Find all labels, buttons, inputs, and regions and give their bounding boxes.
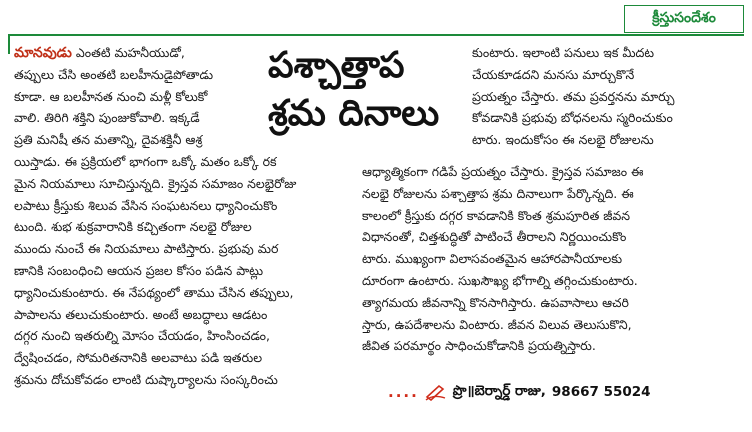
right-column-bottom xyxy=(362,161,744,357)
byline-author: ప్రొ॥బెర్నార్డ్ రాజు, xyxy=(452,382,546,399)
section-tag: క్రీస్తుసందేశం xyxy=(624,5,744,33)
left-line: ధ్యానించుకుంటారు. ఈ నేపథ్యంలో తాము చేసిన తప్పులు, xyxy=(14,284,294,300)
left-line: యిస్తాడు. ఈ ప్రక్రియలో భాగంగా ఒక్కో మతం ఒక్కో రక xyxy=(14,153,277,169)
right-line: టారు. ఇందుకోసం ఈ నలభై రోజులను xyxy=(472,132,654,148)
left-line: దగ్గర నుంచి ఇతరుల్ని మోసం చేయడం, హింసించడం, xyxy=(14,328,270,344)
left-line: ద్వేషించడం, సోమరితనానికి అలవాటు పడి ఇతరుల xyxy=(14,350,263,366)
left-line: ణానికి సంబంధించి ఆయన ప్రజల కోసం పడిన పాట్లు xyxy=(14,262,264,278)
left-line: పాపాలను తలుచుకుంటారు. అంటే అబద్ధాలు ఆడటం xyxy=(14,306,268,322)
right-line: ప్రయత్నం చేస్తారు. తమ ప్రవర్తనను మార్చు xyxy=(472,88,675,104)
left-line: ప్రతి మనిషీ తన మతాన్ని, దైవశక్తినీ ఆశ్ర xyxy=(14,132,203,148)
header-rule-corner xyxy=(8,34,10,54)
right-line: కుంటారు. ఇలాంటి పనులు ఇక మీదట xyxy=(472,45,655,60)
left-line: మైన నియమాలు సూచిస్తున్నది. క్రైస్తవ సమాజం నలభైరోజు xyxy=(14,175,297,191)
headline-line-1: పశ్చాత్తాప xyxy=(268,45,405,86)
left-line: ముందు నుంచే ఈ నియమాలు పాటిస్తారు. ప్రభువు మర xyxy=(14,241,279,257)
right-line: టారు. ముఖ్యంగా విలాసవంతమైన ఆహారపానీయాలకు xyxy=(362,251,623,267)
right-line: జీవిత పరమార్థం సాధించుకోడానికి ప్రయత్నిస్తారు. xyxy=(362,338,596,354)
left-line-text: ఎంతటి మహనీయుడో, xyxy=(71,45,185,60)
pen-icon xyxy=(425,383,447,401)
author-byline xyxy=(388,380,744,404)
right-line: కాలంలో క్రీస్తుకు దగ్గర కావడానికి కొంత శ్రమపూరిత జీవన xyxy=(362,207,631,223)
lead-word: మానవుడు xyxy=(14,45,72,61)
byline-dots: .... xyxy=(388,383,419,401)
left-line xyxy=(14,42,354,64)
left-line: తప్పులు చేసి అంతటి బలహీనుడైపోతాడు xyxy=(14,66,214,82)
headline-line-2: శ్రమ దినాలు xyxy=(268,93,440,134)
header-rule xyxy=(8,34,744,36)
right-line: నలభై రోజులను పశ్చాత్తాప శ్రమ దినాలుగా పేర్కొన్నది. ఈ xyxy=(362,185,634,201)
right-line: దూరంగా ఉంటారు. సుఖసౌఖ్య భోగాల్ని తగ్గించుకుంటారు. xyxy=(362,272,638,288)
right-line: త్యాగమయ జీవనాన్ని కొనసాగిస్తారు. ఉపవాసాలు ఆచరి xyxy=(362,294,629,310)
left-column xyxy=(14,42,354,391)
left-line: శ్రమను దోచుకోవడం లాంటి దుష్కార్యాలను సంస్కరించు xyxy=(14,371,278,387)
right-column-top xyxy=(472,42,744,151)
left-line: వాలి. తిరిగి శక్తిని పుంజుకోవాలి. ఇక్కడే xyxy=(14,110,200,126)
right-line: కోవడానికి ప్రభువు బోధనలను స్మరించుకుం xyxy=(472,110,673,126)
right-line: చేయకూడదని మనసు మార్చుకొనే xyxy=(472,66,635,82)
right-line: విధానంతో, చిత్తశుద్ధితో పాటించే తీరాలని నిర్ణయించుకొం xyxy=(362,229,627,245)
byline-phone: 98667 55024 xyxy=(551,384,651,400)
left-line: లపాటు క్రీస్తుకు శిలువ వేసిన సంఘటనలు ధ్యానించుకొం xyxy=(14,197,278,213)
right-line: ఆధ్యాత్మికంగా గడిపే ప్రయత్నం చేస్తారు. క్రైస్తవ సమాజం ఈ xyxy=(362,164,644,179)
left-line: కూడా. ఆ బలహీనత నుంచి మళ్లీ కోలుకో xyxy=(14,88,208,104)
left-line: టుంది. శుభ శుక్రవారానికి కచ్చితంగా నలభై రోజుల xyxy=(14,219,252,235)
right-line: స్తారు, ఉపదేశాలను వింటారు. జీవన విలువ తెలుసుకొని, xyxy=(362,316,632,332)
